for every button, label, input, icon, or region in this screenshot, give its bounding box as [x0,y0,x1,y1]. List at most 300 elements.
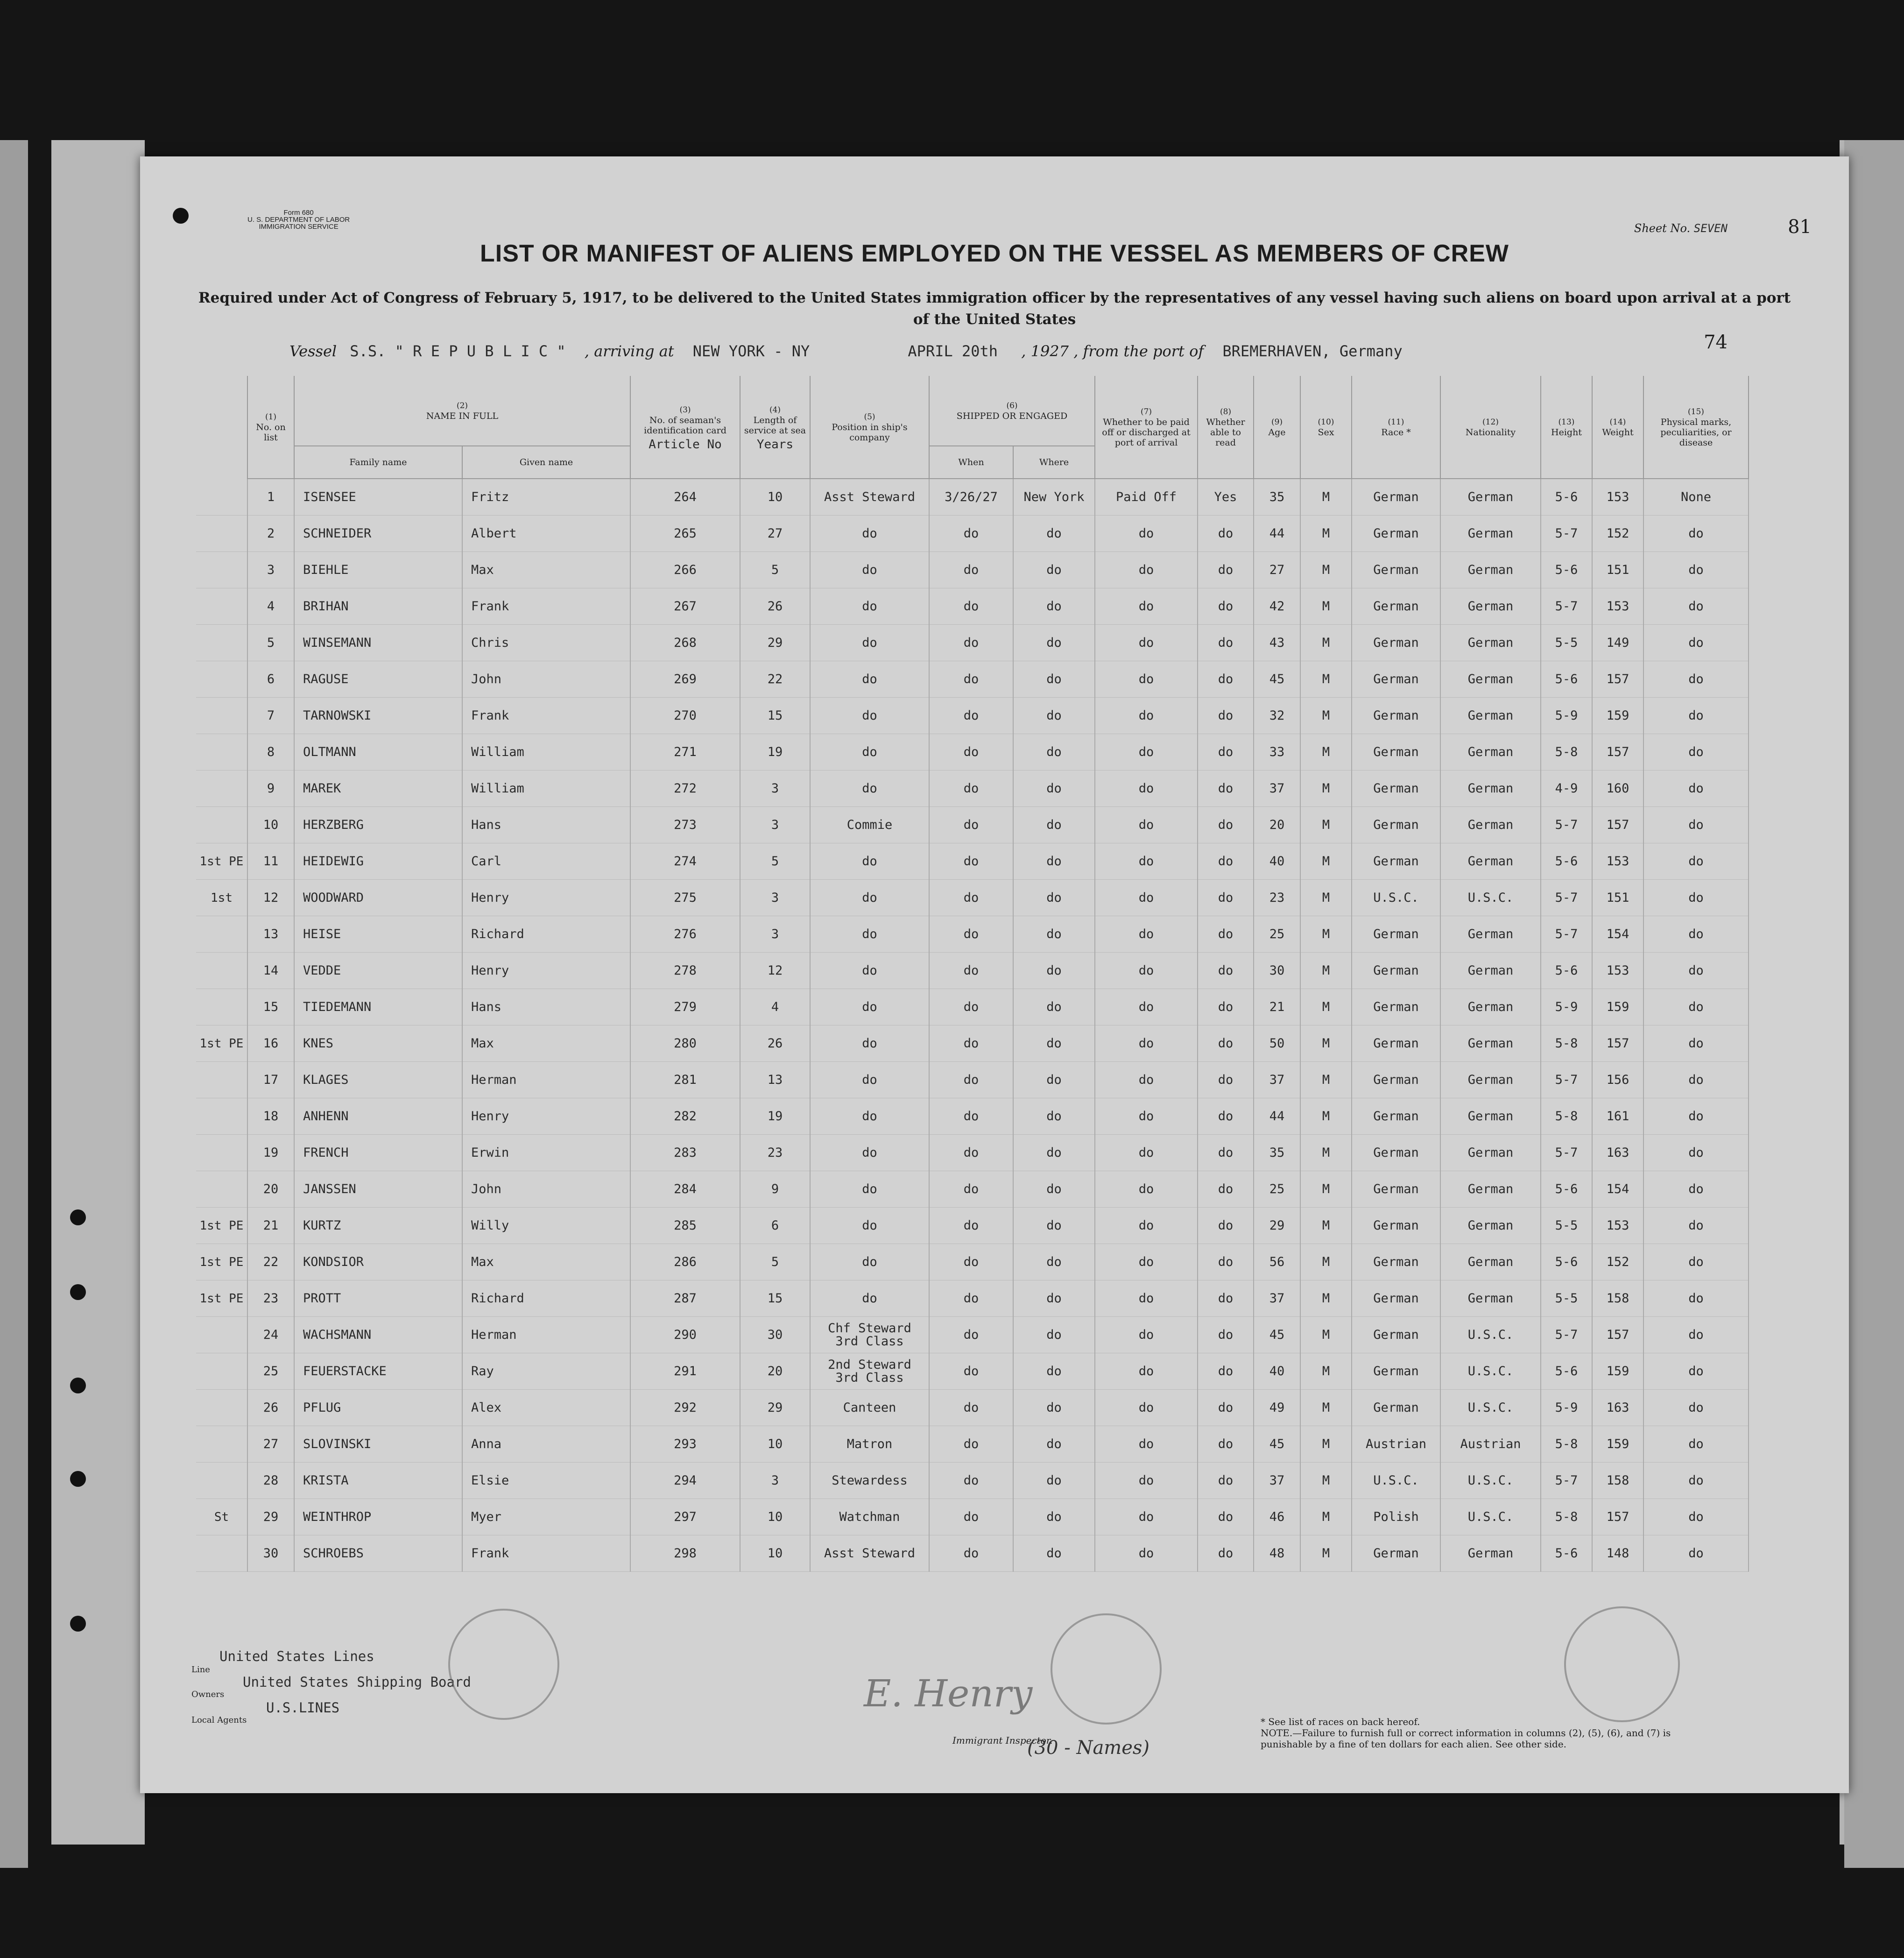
form-header [247,209,350,230]
able-to-read: do [1198,1463,1254,1499]
paid-off: do [1095,989,1198,1025]
height: 5-6 [1541,661,1592,698]
sex: M [1300,1426,1352,1463]
weight: 159 [1592,1353,1643,1390]
family-name: RAGUSE [294,661,462,698]
height: 5-9 [1541,989,1592,1025]
paid-off: do [1095,734,1198,770]
position: Watchman [810,1499,929,1535]
sex: M [1300,588,1352,625]
list-number: 14 [247,953,294,989]
given-name: Fritz [462,479,630,516]
col-marks-header: (15) Physical marks, peculiarities, or disease [1643,376,1749,479]
shipped-when: do [929,1535,1013,1572]
margin-annotation [196,1135,247,1171]
list-number: 21 [247,1208,294,1244]
col-height-header: (13) Height [1541,376,1592,479]
sex: M [1300,698,1352,734]
table-row [196,989,1749,1025]
weight: 153 [1592,1208,1643,1244]
margin-annotation [196,1062,247,1098]
able-to-read: do [1198,1098,1254,1135]
crew-table [196,376,1749,1572]
table-row [196,807,1749,843]
age: 37 [1254,1280,1300,1317]
table-row [196,1426,1749,1463]
sheet-number [1634,222,1728,235]
service-years: 6 [740,1208,810,1244]
margin-annotation [196,1390,247,1426]
col-shipped-header: (6) SHIPPED OR ENGAGED [929,376,1095,446]
able-to-read: do [1198,698,1254,734]
shipped-when: do [929,807,1013,843]
binder-hole [70,1209,86,1225]
height: 5-6 [1541,479,1592,516]
height: 5-7 [1541,1135,1592,1171]
margin-annotation [196,989,247,1025]
paid-off: do [1095,1317,1198,1353]
sex: M [1300,1135,1352,1171]
physical-marks: do [1643,1280,1749,1317]
given-name: Frank [462,698,630,734]
shipped-when: do [929,989,1013,1025]
nationality: U.S.C. [1440,1499,1541,1535]
service-years: 4 [740,989,810,1025]
id-card-number: 273 [630,807,740,843]
height: 5-7 [1541,588,1592,625]
shipped-where: do [1013,516,1095,552]
nationality: German [1440,625,1541,661]
height: 5-6 [1541,552,1592,588]
physical-marks: do [1643,516,1749,552]
race: German [1352,516,1440,552]
position: do [810,880,929,916]
id-card-number: 281 [630,1062,740,1098]
race: German [1352,1280,1440,1317]
consulate-seal [448,1609,559,1720]
page-number: 74 [1704,332,1728,353]
family-name: WEINTHROP [294,1499,462,1535]
race: German [1352,1135,1440,1171]
table-row [196,552,1749,588]
shipped-where: do [1013,843,1095,880]
shipped-where: do [1013,807,1095,843]
vessel-name: S.S. " R E P U B L I C " [350,342,566,360]
binder-hole [70,1616,86,1632]
shipped-where: do [1013,1317,1095,1353]
given-name: William [462,770,630,807]
service-years: 15 [740,1280,810,1317]
list-number: 28 [247,1463,294,1499]
able-to-read: do [1198,1208,1254,1244]
height: 5-5 [1541,625,1592,661]
given-name: Richard [462,916,630,953]
nationality: German [1440,1208,1541,1244]
shipped-when: do [929,698,1013,734]
shipped-where: do [1013,1535,1095,1572]
paid-off: do [1095,1426,1198,1463]
height: 5-7 [1541,1062,1592,1098]
age: 37 [1254,1062,1300,1098]
margin-annotation: St [196,1499,247,1535]
shipped-where: do [1013,1062,1095,1098]
height: 5-9 [1541,1390,1592,1426]
binder-hole [70,1471,86,1487]
height: 5-6 [1541,1244,1592,1280]
age: 45 [1254,1426,1300,1463]
physical-marks: do [1643,880,1749,916]
margin-annotation: 1st PE [196,1208,247,1244]
given-name: Ray [462,1353,630,1390]
shipped-when: do [929,1426,1013,1463]
family-name: SLOVINSKI [294,1426,462,1463]
shipped-where: do [1013,1098,1095,1135]
id-card-number: 278 [630,953,740,989]
id-card-number: 294 [630,1463,740,1499]
id-card-number: 275 [630,880,740,916]
physical-marks: do [1643,734,1749,770]
position: do [810,916,929,953]
margin-annotation [196,1535,247,1572]
col-when-header: When [929,446,1013,479]
physical-marks: do [1643,1062,1749,1098]
position: Chf Steward 3rd Class [810,1317,929,1353]
position: do [810,989,929,1025]
shipped-when: do [929,734,1013,770]
position: do [810,953,929,989]
margin-annotation [196,625,247,661]
weight: 152 [1592,1244,1643,1280]
margin-annotation [196,807,247,843]
nationality: German [1440,552,1541,588]
age: 25 [1254,1171,1300,1208]
weight: 163 [1592,1390,1643,1426]
service-years: 27 [740,516,810,552]
shipped-where: do [1013,1135,1095,1171]
shipped-where: do [1013,1463,1095,1499]
race: German [1352,916,1440,953]
margin-annotation [196,1317,247,1353]
position: Matron [810,1426,929,1463]
table-row [196,1244,1749,1280]
age: 45 [1254,1317,1300,1353]
nationality: German [1440,807,1541,843]
id-card-number: 276 [630,916,740,953]
age: 50 [1254,1025,1300,1062]
age: 25 [1254,916,1300,953]
adjacent-page-left-edge [51,140,145,1845]
able-to-read: do [1198,843,1254,880]
race: German [1352,1171,1440,1208]
form-service: IMMIGRATION SERVICE [259,223,338,231]
family-name: SCHROEBS [294,1535,462,1572]
margin-annotation [196,734,247,770]
col-race-header: (11) Race * [1352,376,1440,479]
col-weight-header: (14) Weight [1592,376,1643,479]
position: do [810,1280,929,1317]
shipped-when: do [929,880,1013,916]
nationality: German [1440,843,1541,880]
id-card-number: 298 [630,1535,740,1572]
id-card-number: 279 [630,989,740,1025]
weight: 157 [1592,1025,1643,1062]
nationality: German [1440,770,1541,807]
age: 43 [1254,625,1300,661]
paid-off: do [1095,698,1198,734]
given-name: Alex [462,1390,630,1426]
arrival-date: APRIL 20th [908,342,998,360]
shipped-when: do [929,953,1013,989]
table-row [196,1098,1749,1135]
family-name: JANSSEN [294,1171,462,1208]
weight: 163 [1592,1135,1643,1171]
id-card-number: 265 [630,516,740,552]
margin-annotation: 1st PE [196,1244,247,1280]
given-name: Herman [462,1062,630,1098]
service-years: 19 [740,1098,810,1135]
shipped-when: do [929,1353,1013,1390]
shipped-where: do [1013,661,1095,698]
shipped-where: do [1013,1244,1095,1280]
id-card-number: 291 [630,1353,740,1390]
table-row [196,1025,1749,1062]
position: do [810,1244,929,1280]
service-years: 29 [740,625,810,661]
sex: M [1300,1098,1352,1135]
service-years: 20 [740,1353,810,1390]
race: German [1352,1244,1440,1280]
weight: 157 [1592,661,1643,698]
position: Asst Steward [810,1535,929,1572]
given-name: John [462,661,630,698]
race: German [1352,479,1440,516]
shipped-where: do [1013,916,1095,953]
family-name: PFLUG [294,1390,462,1426]
margin-annotation [196,552,247,588]
age: 40 [1254,1353,1300,1390]
shipped-when: do [929,661,1013,698]
shipped-where: do [1013,734,1095,770]
weight: 159 [1592,989,1643,1025]
races-note: * See list of races on back hereof. [1261,1716,1420,1727]
id-card-number: 292 [630,1390,740,1426]
physical-marks: do [1643,698,1749,734]
margin-annotation [196,479,247,516]
given-name: Anna [462,1426,630,1463]
able-to-read: do [1198,989,1254,1025]
given-name: Frank [462,1535,630,1572]
shipped-when: do [929,1244,1013,1280]
height: 5-7 [1541,1317,1592,1353]
service-years: 5 [740,552,810,588]
list-number: 19 [247,1135,294,1171]
height: 5-7 [1541,916,1592,953]
nationality: German [1440,953,1541,989]
agents-label: Local Agents [191,1715,247,1725]
height: 5-5 [1541,1280,1592,1317]
shipped-when: do [929,1280,1013,1317]
physical-marks: do [1643,1098,1749,1135]
arrival-year: , 1927 [1021,342,1069,360]
table-row [196,516,1749,552]
family-name: KRISTA [294,1463,462,1499]
paid-off: do [1095,1208,1198,1244]
able-to-read: do [1198,734,1254,770]
margin-annotation [196,588,247,625]
able-to-read: do [1198,953,1254,989]
able-to-read: do [1198,1390,1254,1426]
table-row [196,1280,1749,1317]
binder-hole [173,208,189,224]
form-number: Form 680 [283,209,314,217]
able-to-read: do [1198,588,1254,625]
able-to-read: do [1198,807,1254,843]
race: U.S.C. [1352,880,1440,916]
sex: M [1300,989,1352,1025]
service-years: 30 [740,1317,810,1353]
list-number: 2 [247,516,294,552]
physical-marks: do [1643,1135,1749,1171]
table-row [196,698,1749,734]
table-row [196,1062,1749,1098]
sex: M [1300,1025,1352,1062]
col-position-header: (5) Position in ship's company [810,376,929,479]
list-number: 3 [247,552,294,588]
paid-off: do [1095,807,1198,843]
margin-annotation: 1st PE [196,1280,247,1317]
height: 5-8 [1541,1426,1592,1463]
weight: 161 [1592,1098,1643,1135]
physical-marks: do [1643,1171,1749,1208]
sex: M [1300,1390,1352,1426]
shipped-when: do [929,843,1013,880]
nationality: German [1440,479,1541,516]
race: German [1352,1208,1440,1244]
weight: 151 [1592,552,1643,588]
shipped-when: do [929,1390,1013,1426]
race: German [1352,1535,1440,1572]
race: German [1352,989,1440,1025]
list-number: 29 [247,1499,294,1535]
physical-marks: do [1643,625,1749,661]
table-row [196,953,1749,989]
family-name: WACHSMANN [294,1317,462,1353]
able-to-read: do [1198,1135,1254,1171]
physical-marks: None [1643,479,1749,516]
age: 27 [1254,552,1300,588]
physical-marks: do [1643,916,1749,953]
position: Stewardess [810,1463,929,1499]
id-card-number: 297 [630,1499,740,1535]
height: 5-7 [1541,516,1592,552]
shipped-when: do [929,1463,1013,1499]
sex: M [1300,916,1352,953]
list-number: 16 [247,1025,294,1062]
position: do [810,1062,929,1098]
list-number: 15 [247,989,294,1025]
service-years: 3 [740,1463,810,1499]
height: 5-9 [1541,698,1592,734]
age: 48 [1254,1535,1300,1572]
physical-marks: do [1643,1244,1749,1280]
shipped-when: do [929,516,1013,552]
owners-value: United States Shipping Board [243,1674,471,1690]
vessel-label: Vessel [289,342,337,360]
age: 35 [1254,479,1300,516]
sex: M [1300,1353,1352,1390]
given-name: Elsie [462,1463,630,1499]
paid-off: do [1095,880,1198,916]
line-label: Line [191,1665,210,1675]
weight: 159 [1592,1426,1643,1463]
margin-annotation [196,661,247,698]
family-name: ISENSEE [294,479,462,516]
race: German [1352,843,1440,880]
table-row [196,1317,1749,1353]
family-name: KONDSIOR [294,1244,462,1280]
id-card-number: 282 [630,1098,740,1135]
given-name: Frank [462,588,630,625]
physical-marks: do [1643,770,1749,807]
age: 20 [1254,807,1300,843]
service-years: 5 [740,1244,810,1280]
family-name: VEDDE [294,953,462,989]
nationality: U.S.C. [1440,880,1541,916]
shipped-where: do [1013,770,1095,807]
table-row [196,1208,1749,1244]
position: do [810,698,929,734]
able-to-read: do [1198,1426,1254,1463]
height: 5-8 [1541,1098,1592,1135]
consulate-seal [1564,1606,1680,1722]
shipped-where: do [1013,1280,1095,1317]
height: 5-6 [1541,1353,1592,1390]
height: 4-9 [1541,770,1592,807]
height: 5-8 [1541,1499,1592,1535]
given-name: Max [462,552,630,588]
table-row [196,1135,1749,1171]
service-years: 9 [740,1171,810,1208]
age: 44 [1254,1098,1300,1135]
able-to-read: do [1198,1535,1254,1572]
shipped-when: do [929,1098,1013,1135]
service-years: 13 [740,1062,810,1098]
shipped-where: do [1013,880,1095,916]
paid-off: do [1095,953,1198,989]
list-number: 18 [247,1098,294,1135]
sex: M [1300,953,1352,989]
height: 5-7 [1541,807,1592,843]
id-card-number: 274 [630,843,740,880]
family-name: FRENCH [294,1135,462,1171]
inspector-signature: E. Henry [864,1672,1033,1715]
weight: 153 [1592,479,1643,516]
position: do [810,552,929,588]
race: German [1352,552,1440,588]
service-years: 5 [740,843,810,880]
physical-marks: do [1643,807,1749,843]
family-name: KNES [294,1025,462,1062]
sheet-number-value: SEVEN [1693,222,1728,235]
shipped-where: do [1013,552,1095,588]
margin-annotation [196,698,247,734]
given-name: Max [462,1025,630,1062]
paid-off: do [1095,1499,1198,1535]
service-years: 3 [740,916,810,953]
nationality: German [1440,661,1541,698]
nationality: German [1440,1535,1541,1572]
nationality: German [1440,989,1541,1025]
